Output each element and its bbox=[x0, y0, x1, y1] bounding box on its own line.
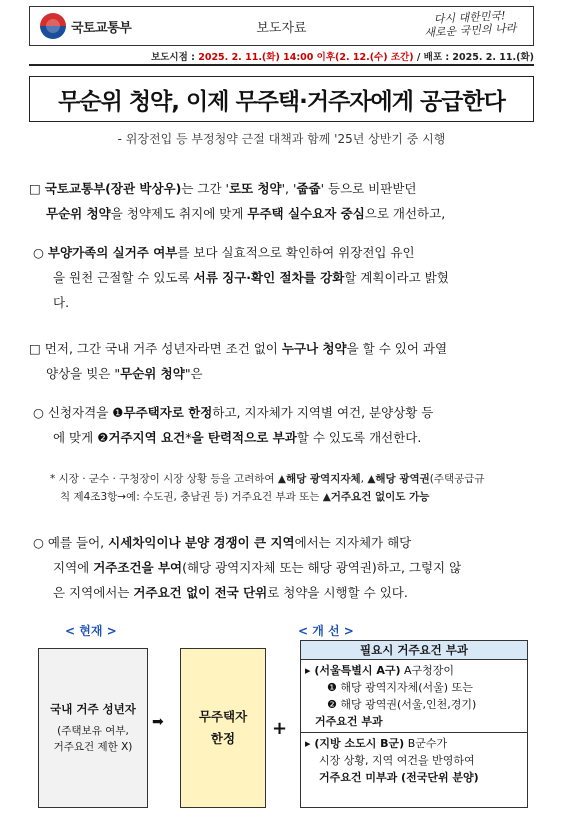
text-bold: 무순위 청약 bbox=[46, 206, 111, 221]
homeless-line1: 무주택자 bbox=[198, 709, 248, 724]
release-label: 보도시점 : bbox=[151, 52, 195, 63]
text-bold: ▲해당 광역권 bbox=[367, 473, 430, 485]
circle-bullet-icon: ○ bbox=[33, 405, 44, 420]
current-line1: 국내 거주 성년자 bbox=[50, 702, 136, 716]
homeless-line2: 한정 bbox=[210, 731, 236, 746]
residence-requirement: 거주요건 부과 bbox=[315, 715, 383, 728]
text-bold: 거주지역 요건 bbox=[108, 430, 186, 445]
number-1-icon: ❶ bbox=[112, 405, 124, 420]
text-bold: 국토교통부(장관 박상우) bbox=[44, 181, 182, 196]
ministry-name: 국토교통부 bbox=[71, 20, 132, 36]
text-bold: 거주조건을 부여 bbox=[93, 560, 183, 575]
text: 해당 광역권(서울,인천,경기) bbox=[340, 698, 477, 711]
plus-icon: + bbox=[272, 718, 288, 739]
current-label: < 현재 > bbox=[65, 624, 117, 638]
text: ', ' bbox=[281, 181, 297, 196]
text-bold: 부양가족의 실거주 여부 bbox=[47, 245, 178, 260]
improvement-box-header: 필요시 거주요건 부과 bbox=[301, 641, 527, 660]
subtitle: - 위장전입 등 부정청약 근절 대책과 함께 '25년 상반기 중 시행 bbox=[117, 132, 446, 146]
divider bbox=[29, 64, 534, 66]
seoul-case-label: ▸ (서울특별시 A구) bbox=[305, 664, 401, 677]
footnote bbox=[50, 470, 545, 506]
header-box bbox=[29, 6, 534, 46]
text: 예를 들어, bbox=[47, 535, 105, 550]
text: 에 맞게 bbox=[53, 430, 94, 445]
text-bold: 무주택 실수요자 중심 bbox=[247, 206, 365, 221]
text-bold: 무주택자로 한정 bbox=[123, 405, 213, 420]
paragraph-3 bbox=[29, 336, 549, 386]
text-bold: 줍줍 bbox=[296, 181, 321, 196]
text: * 시장 · 군수 · 구청장이 시장 상황 등을 고려하여 bbox=[50, 473, 275, 485]
text: 에서는 지자체가 해당 bbox=[294, 535, 412, 550]
number-1-icon: ❶ bbox=[327, 681, 337, 694]
text: 하고, 지자체가 지역별 여건, 분양상황 등 bbox=[212, 405, 434, 420]
text-bold: 무순위 청약 bbox=[120, 366, 185, 381]
document-type: 보도자료 bbox=[256, 21, 307, 36]
text: 은 지역에서는 bbox=[53, 585, 130, 600]
page-title: 무순위 청약, 이제 무주택·거주자에게 공급한다 bbox=[58, 88, 505, 115]
number-2-icon: ❷ bbox=[97, 430, 109, 445]
text: 지역에 bbox=[53, 560, 90, 575]
homeless-box bbox=[180, 648, 266, 808]
right-arrow-icon: ➡ bbox=[152, 714, 164, 730]
release-time: 2025. 2. 11.(화) 14:00 이후(2. 12.(수) 조간) bbox=[198, 52, 414, 63]
text: 다. bbox=[53, 295, 70, 310]
text-bold: ▲거주요건 없이도 가능 bbox=[322, 491, 430, 503]
text: 을 청약제도 취지에 맞게 bbox=[110, 206, 244, 221]
slogan-line1: 다시 대한민국! bbox=[433, 9, 506, 26]
text: 양상을 빚은 " bbox=[46, 366, 121, 381]
square-bullet-icon: □ bbox=[29, 181, 41, 196]
text: 를 보다 실효적으로 확인하여 위장전입 유인 bbox=[177, 245, 415, 260]
text: 먼저, 그간 국내 거주 성년자라면 조건 없이 bbox=[44, 341, 278, 356]
paragraph-4 bbox=[33, 400, 543, 450]
text: B군수가 bbox=[407, 737, 448, 750]
improvement-label: < 개 선 > bbox=[298, 624, 354, 638]
no-requirement: 거주요건 미부과 (전국단위 분양) bbox=[319, 771, 479, 784]
release-info bbox=[29, 49, 534, 63]
text: 을 원천 근절할 수 있도록 bbox=[53, 270, 190, 285]
text: (주택공급규 bbox=[429, 473, 485, 485]
slogan-line2: 새로운 국민의 나라 bbox=[424, 21, 517, 40]
text: 칙 제4조3항→예: 수도권, 충남권 등) 거주요건 부과 또는 bbox=[60, 491, 320, 503]
text: A구청장이 bbox=[404, 664, 455, 677]
circle-bullet-icon: ○ bbox=[33, 535, 44, 550]
circle-bullet-icon: ○ bbox=[33, 245, 44, 260]
text-bold: ▲해당 광역지자체 bbox=[277, 473, 361, 485]
text-bold: 거주요건 없이 전국 단위 bbox=[133, 585, 268, 600]
text: 으로 개선하고, bbox=[364, 206, 446, 221]
improvement-box bbox=[300, 640, 528, 808]
distribution-date: / 배포 : 2025. 2. 11.(화) bbox=[416, 52, 534, 63]
local-case-label: ▸ (지방 소도시 B군) bbox=[305, 737, 405, 750]
text: 할 계획이라고 밝혔 bbox=[344, 270, 449, 285]
text-bold: 누구나 청약 bbox=[281, 341, 347, 356]
text: 로 청약을 시행할 수 있다. bbox=[267, 585, 408, 600]
text: "은 bbox=[184, 366, 203, 381]
paragraph-2 bbox=[33, 240, 543, 315]
text-bold: 시세차익이나 분양 경쟁이 큰 지역 bbox=[108, 535, 295, 550]
current-box bbox=[38, 648, 148, 808]
text: 시장 상황, 지역 여건을 반영하여 bbox=[319, 754, 475, 767]
text: 해당 광역지자체(서울) 또는 bbox=[340, 681, 473, 694]
text: 신청자격을 bbox=[47, 405, 109, 420]
square-bullet-icon: □ bbox=[29, 341, 41, 356]
asterisk: * bbox=[185, 430, 192, 445]
text: , bbox=[360, 473, 364, 485]
current-line2: (주택보유 여부, bbox=[57, 725, 129, 737]
current-line3: 거주요건 제한 X) bbox=[53, 741, 133, 753]
text: 는 그간 ' bbox=[181, 181, 229, 196]
text-bold: 로또 청약 bbox=[228, 181, 282, 196]
text: ' 등으로 비판받던 bbox=[320, 181, 417, 196]
paragraph-1 bbox=[29, 176, 549, 226]
title-box bbox=[29, 76, 534, 122]
text: 할 수 있도록 개선한다. bbox=[296, 430, 422, 445]
text-bold: 서류 징구·확인 절차를 강화 bbox=[193, 270, 345, 285]
paragraph-5 bbox=[33, 530, 543, 605]
text: 을 할 수 있어 과열 bbox=[346, 341, 448, 356]
text: (해당 광역지자체 또는 해당 광역권)하고, 그렇지 않 bbox=[182, 560, 462, 575]
number-2-icon: ❷ bbox=[327, 698, 337, 711]
text-bold: 을 탄력적으로 부과 bbox=[191, 430, 297, 445]
